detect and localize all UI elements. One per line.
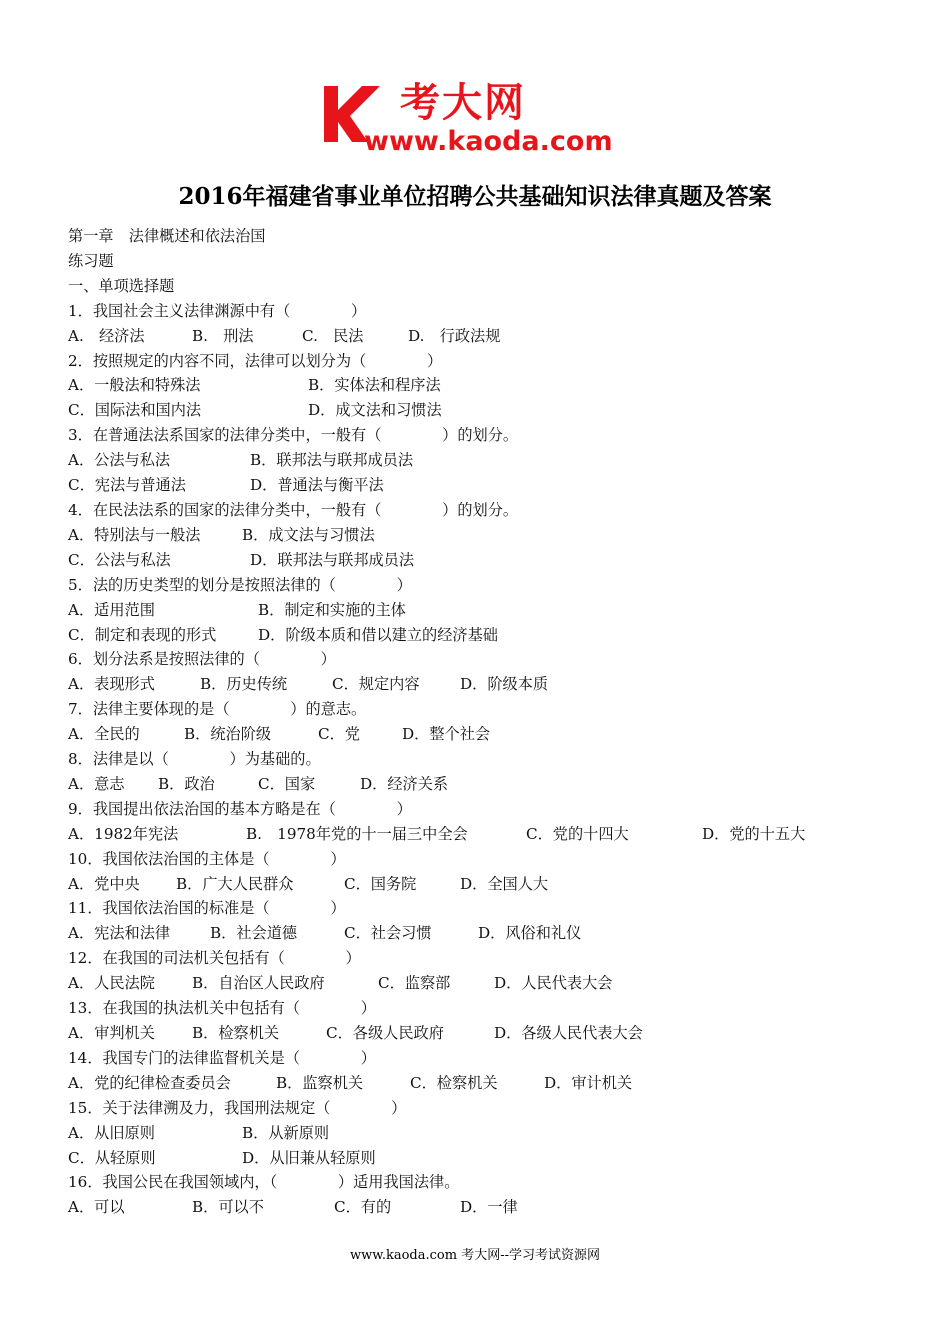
text-line: 16．我国公民在我国领域内，（ ）适用我国法律。 <box>68 1173 460 1192</box>
answer-option: B．联邦法与联邦成员法 <box>250 451 414 470</box>
answer-option: B. 刑法 <box>192 326 254 345</box>
answer-option: A．审判机关 <box>68 1024 155 1042</box>
options-line <box>68 1146 908 1171</box>
answer-option: A．一般法和特殊法 <box>68 376 201 395</box>
text-line: 12．在我国的司法机关包括有（ ） <box>68 949 361 968</box>
answer-option: D．全国人大 <box>460 874 549 893</box>
text-line: 8．法律是以（ ）为基础的。 <box>68 750 321 769</box>
answer-option: D．成文法和习惯法 <box>308 401 442 420</box>
answer-option: A．党中央 <box>68 874 140 893</box>
text-line: 5．法的历史类型的划分是按照法律的（ ） <box>68 575 412 594</box>
answer-option: D．普通法与衡平法 <box>250 476 384 495</box>
options-line <box>68 872 908 897</box>
text-line: 10．我国依法治国的主体是（ ） <box>68 849 346 868</box>
options-line <box>68 971 908 996</box>
text-line: 14．我国专门的法律监督机关是（ ） <box>68 1048 376 1067</box>
answer-option: D．党的十五大 <box>702 824 806 843</box>
answer-option: D. 行政法规 <box>408 326 501 345</box>
logo-url-text: www.kaoda.com <box>364 126 613 157</box>
answer-option: D．各级人民代表大会 <box>494 1024 643 1042</box>
answer-option: A．表现形式 <box>68 675 155 694</box>
answer-option: D．风俗和礼仪 <box>478 924 582 943</box>
answer-option: C. 民法 <box>302 326 364 345</box>
text-line: 3．在普通法法系国家的法律分类中，一般有（ ）的划分。 <box>68 426 519 445</box>
answer-option: C．党 <box>318 725 360 744</box>
text-line: 4．在民法法系的国家的法律分类中，一般有（ ）的划分。 <box>68 500 519 519</box>
answer-option: B．实体法和程序法 <box>308 376 441 395</box>
answer-option: B．从新原则 <box>242 1123 330 1142</box>
text-line: 练习题 <box>68 251 114 270</box>
answer-option: B．自治区人民政府 <box>192 974 325 993</box>
answer-option: A．公法与私法 <box>68 451 171 470</box>
page-footer: www.kaoda.com 考大网--学习考试资源网 <box>350 1248 600 1263</box>
answer-option: A．宪法和法律 <box>68 924 171 943</box>
options-line <box>68 772 908 797</box>
text-line: 7．法律主要体现的是（ ）的意志。 <box>68 700 367 719</box>
answer-option: C．国务院 <box>344 874 417 893</box>
options-line <box>68 722 908 747</box>
answer-option: C．党的十四大 <box>526 824 629 843</box>
answer-option: C．社会习惯 <box>344 924 432 943</box>
options-line <box>68 1021 908 1046</box>
answer-option: B．制定和实施的主体 <box>258 600 406 619</box>
answer-option: D．整个社会 <box>402 725 491 744</box>
answer-option: D．从旧兼从轻原则 <box>242 1148 376 1167</box>
answer-option: B. 1978年党的十一届三中全会 <box>246 824 468 843</box>
answer-option: D．审计机关 <box>544 1073 633 1092</box>
options-line <box>68 373 908 398</box>
answer-option: C．制定和表现的形式 <box>68 625 217 644</box>
logo-brand-text: 考大网 <box>400 80 526 126</box>
answer-option: D．人民代表大会 <box>494 974 613 993</box>
answer-option: B．广大人民群众 <box>176 874 294 893</box>
text-line: 2．按照规定的内容不同，法律可以划分为（ ） <box>68 351 443 370</box>
answer-option: D．阶级本质 <box>460 675 549 694</box>
answer-option: B．政治 <box>158 774 215 793</box>
options-line <box>68 598 908 623</box>
answer-option: C．公法与私法 <box>68 550 171 569</box>
answer-option: B．监察机关 <box>276 1073 364 1092</box>
text-line: 第一章 法律概述和依法治国 <box>68 227 266 245</box>
answer-option: A．适用范围 <box>68 600 155 619</box>
text-line: 9．我国提出依法治国的基本方略是在（ ） <box>68 799 412 818</box>
options-line <box>68 324 908 349</box>
answer-option: A．从旧原则 <box>68 1123 155 1142</box>
options-line <box>68 473 908 498</box>
answer-option: A．党的纪律检查委员会 <box>68 1073 231 1092</box>
options-line <box>68 1071 908 1096</box>
options-line <box>68 1121 908 1146</box>
text-line: 一、单项选择题 <box>68 276 175 295</box>
answer-option: A．可以 <box>68 1198 125 1217</box>
question-list <box>68 224 908 1220</box>
answer-option: C．有的 <box>334 1198 392 1217</box>
answer-option: C．从轻原则 <box>68 1148 156 1167</box>
answer-option: C．规定内容 <box>332 675 420 694</box>
answer-option: B．社会道德 <box>210 924 298 943</box>
answer-option: A．人民法院 <box>68 974 155 993</box>
answer-option: C．宪法与普通法 <box>68 476 186 495</box>
options-line <box>68 448 908 473</box>
options-line <box>68 822 908 847</box>
answer-option: A．全民的 <box>68 725 140 744</box>
page-title: 2016年福建省事业单位招聘公共基础知识法律真题及答案 <box>178 183 772 210</box>
options-line <box>68 548 908 573</box>
options-line <box>68 623 908 648</box>
answer-option: C．国家 <box>258 774 316 793</box>
answer-option: A．特别法与一般法 <box>68 525 201 544</box>
options-line <box>68 1195 908 1220</box>
answer-option: D．联邦法与联邦成员法 <box>250 550 415 569</box>
answer-option: B．历史传统 <box>200 675 288 694</box>
answer-option: A．1982年宪法 <box>68 824 179 843</box>
answer-option: A. 经济法 <box>68 326 145 345</box>
answer-option: C．监察部 <box>378 974 451 993</box>
text-line: 11．我国依法治国的标准是（ ） <box>68 899 346 918</box>
text-line: 13．在我国的执法机关中包括有（ ） <box>68 999 376 1018</box>
text-line: 15．关于法律溯及力，我国刑法规定（ ） <box>68 1098 407 1117</box>
answer-option: B．统治阶级 <box>184 725 272 744</box>
answer-option: C．检察机关 <box>410 1073 498 1092</box>
answer-option: C．国际法和国内法 <box>68 401 202 420</box>
options-line <box>68 672 908 697</box>
kaoda-logo <box>318 80 638 160</box>
answer-option: A．意志 <box>68 774 125 793</box>
answer-option: B．成文法与习惯法 <box>242 525 375 544</box>
options-line <box>68 523 908 548</box>
answer-option: D．经济关系 <box>360 774 449 793</box>
text-line: 1．我国社会主义法律渊源中有（ ） <box>68 301 367 320</box>
answer-option: B．检察机关 <box>192 1024 280 1042</box>
options-line <box>68 921 908 946</box>
text-line: 6．划分法系是按照法律的（ ） <box>68 650 336 669</box>
answer-option: D．一律 <box>460 1198 518 1217</box>
options-line <box>68 398 908 423</box>
answer-option: D．阶级本质和借以建立的经济基础 <box>258 625 498 644</box>
answer-option: B．可以不 <box>192 1198 264 1217</box>
answer-option: C．各级人民政府 <box>326 1024 444 1042</box>
